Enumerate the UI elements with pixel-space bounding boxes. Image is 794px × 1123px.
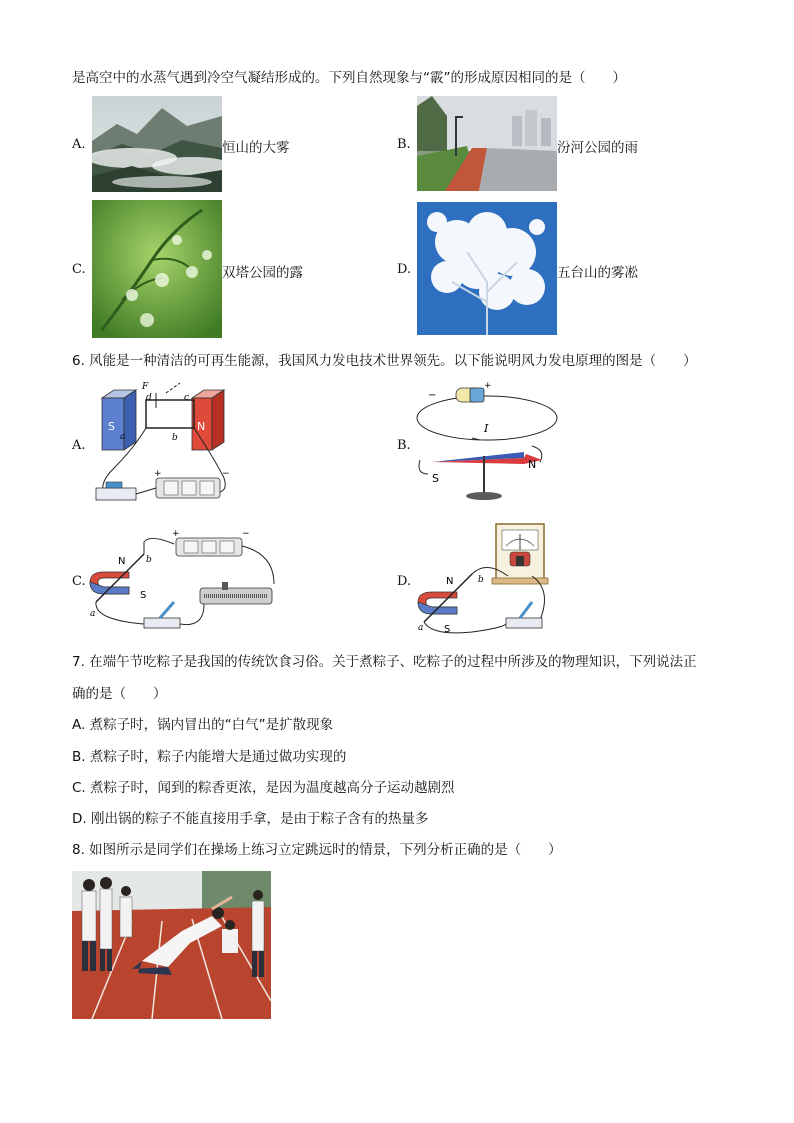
q6-d-b-label: b [478,575,484,585]
q6-a-plus-label: + [154,469,162,479]
q6-b-s-label: S [432,472,439,485]
q6-a-d-label: d [146,393,152,403]
q8-photo-standing-long-jump [72,871,271,1019]
q6-b-minus-label: − [428,390,437,401]
q5-option-a-text: 恒山的大雾 [222,140,290,156]
q5-option-b-letter: B. [397,137,411,152]
q5-stem: 是高空中的水蒸气遇到冷空气凝结形成的。下列自然现象与“霰”的形成原因相同的是（ ） [72,70,626,86]
q6-c-a-label: a [90,609,96,619]
q8-stem: 8. 如图所示是同学们在操场上练习立定跳远时的情景，下列分析正确的是（ ） [72,842,562,858]
q5-option-c-photo-dew-drops [92,200,222,338]
q6-a-magnet-s-label: S [108,420,115,433]
q6-option-d-letter: D. [397,574,412,589]
q6-c-b-label: b [146,555,152,565]
q7-option-c: C. 煮粽子时，闻到的粽香更浓，是因为温度越高分子运动越剧烈 [72,780,455,796]
q6-stem: 6. 风能是一种清洁的可再生能源，我国风力发电技术世界领先。以下能说明风力发电原理的图是（ ） [72,353,697,369]
q6-c-minus-label: − [242,529,250,539]
q5-option-d-text: 五台山的雾凇 [557,265,638,281]
q6-d-n-label: N [446,576,454,587]
q6-b-n-label: N [528,458,537,471]
q6-option-a-diagram-motor [84,378,244,513]
q6-a-minus-label: − [222,469,230,479]
q5-option-d-photo-rime-tree [417,202,557,335]
q7-stem-line2: 确的是（ ） [72,686,167,702]
q6-a-force-label: F [142,382,149,392]
q6-b-plus-label: + [484,381,492,391]
q7-stem-line1: 7. 在端午节吃粽子是我国的传统饮食习俗。关于煮粽子、吃粽子的过程中所涉及的物理知识，下列说法正 [72,654,697,670]
q6-option-b-diagram-oersted [412,378,562,508]
q6-option-c-diagram-current-in-field [84,524,284,634]
q5-option-a-letter: A. [72,137,86,152]
q6-option-b-letter: B. [397,438,411,453]
q6-option-a-letter: A. [72,438,86,453]
q5-option-b-photo-riverside-path [417,96,557,191]
q6-a-magnet-n-label: N [197,420,206,433]
q6-a-a-label: a [120,432,126,442]
q5-option-d-letter: D. [397,262,412,277]
q7-option-d: D. 刚出锅的粽子不能直接用手拿，是由于粽子含有的热量多 [72,811,429,827]
q6-option-c-letter: C. [72,574,86,589]
q6-b-current-label: I [484,422,489,435]
q5-option-b-text: 汾河公园的雨 [557,140,638,156]
q6-c-s-label: S [140,590,147,601]
q7-option-b: B. 煮粽子时，粽子内能增大是通过做功实现的 [72,749,347,765]
q6-a-b-label: b [172,433,178,443]
q5-option-c-text: 双塔公园的露 [222,265,303,281]
q6-d-a-label: a [418,623,424,633]
q6-c-plus-label: + [172,529,180,539]
q6-a-c-label: c [184,393,190,403]
q6-d-s-label: S [444,624,451,635]
q6-c-n-label: N [118,556,126,567]
q5-option-c-letter: C. [72,262,86,277]
q5-option-a-photo-mountain-fog [92,96,222,192]
q7-option-a: A. 煮粽子时，锅内冒出的“白气”是扩散现象 [72,717,334,733]
q6-option-d-diagram-induction-galvanometer [412,520,562,638]
